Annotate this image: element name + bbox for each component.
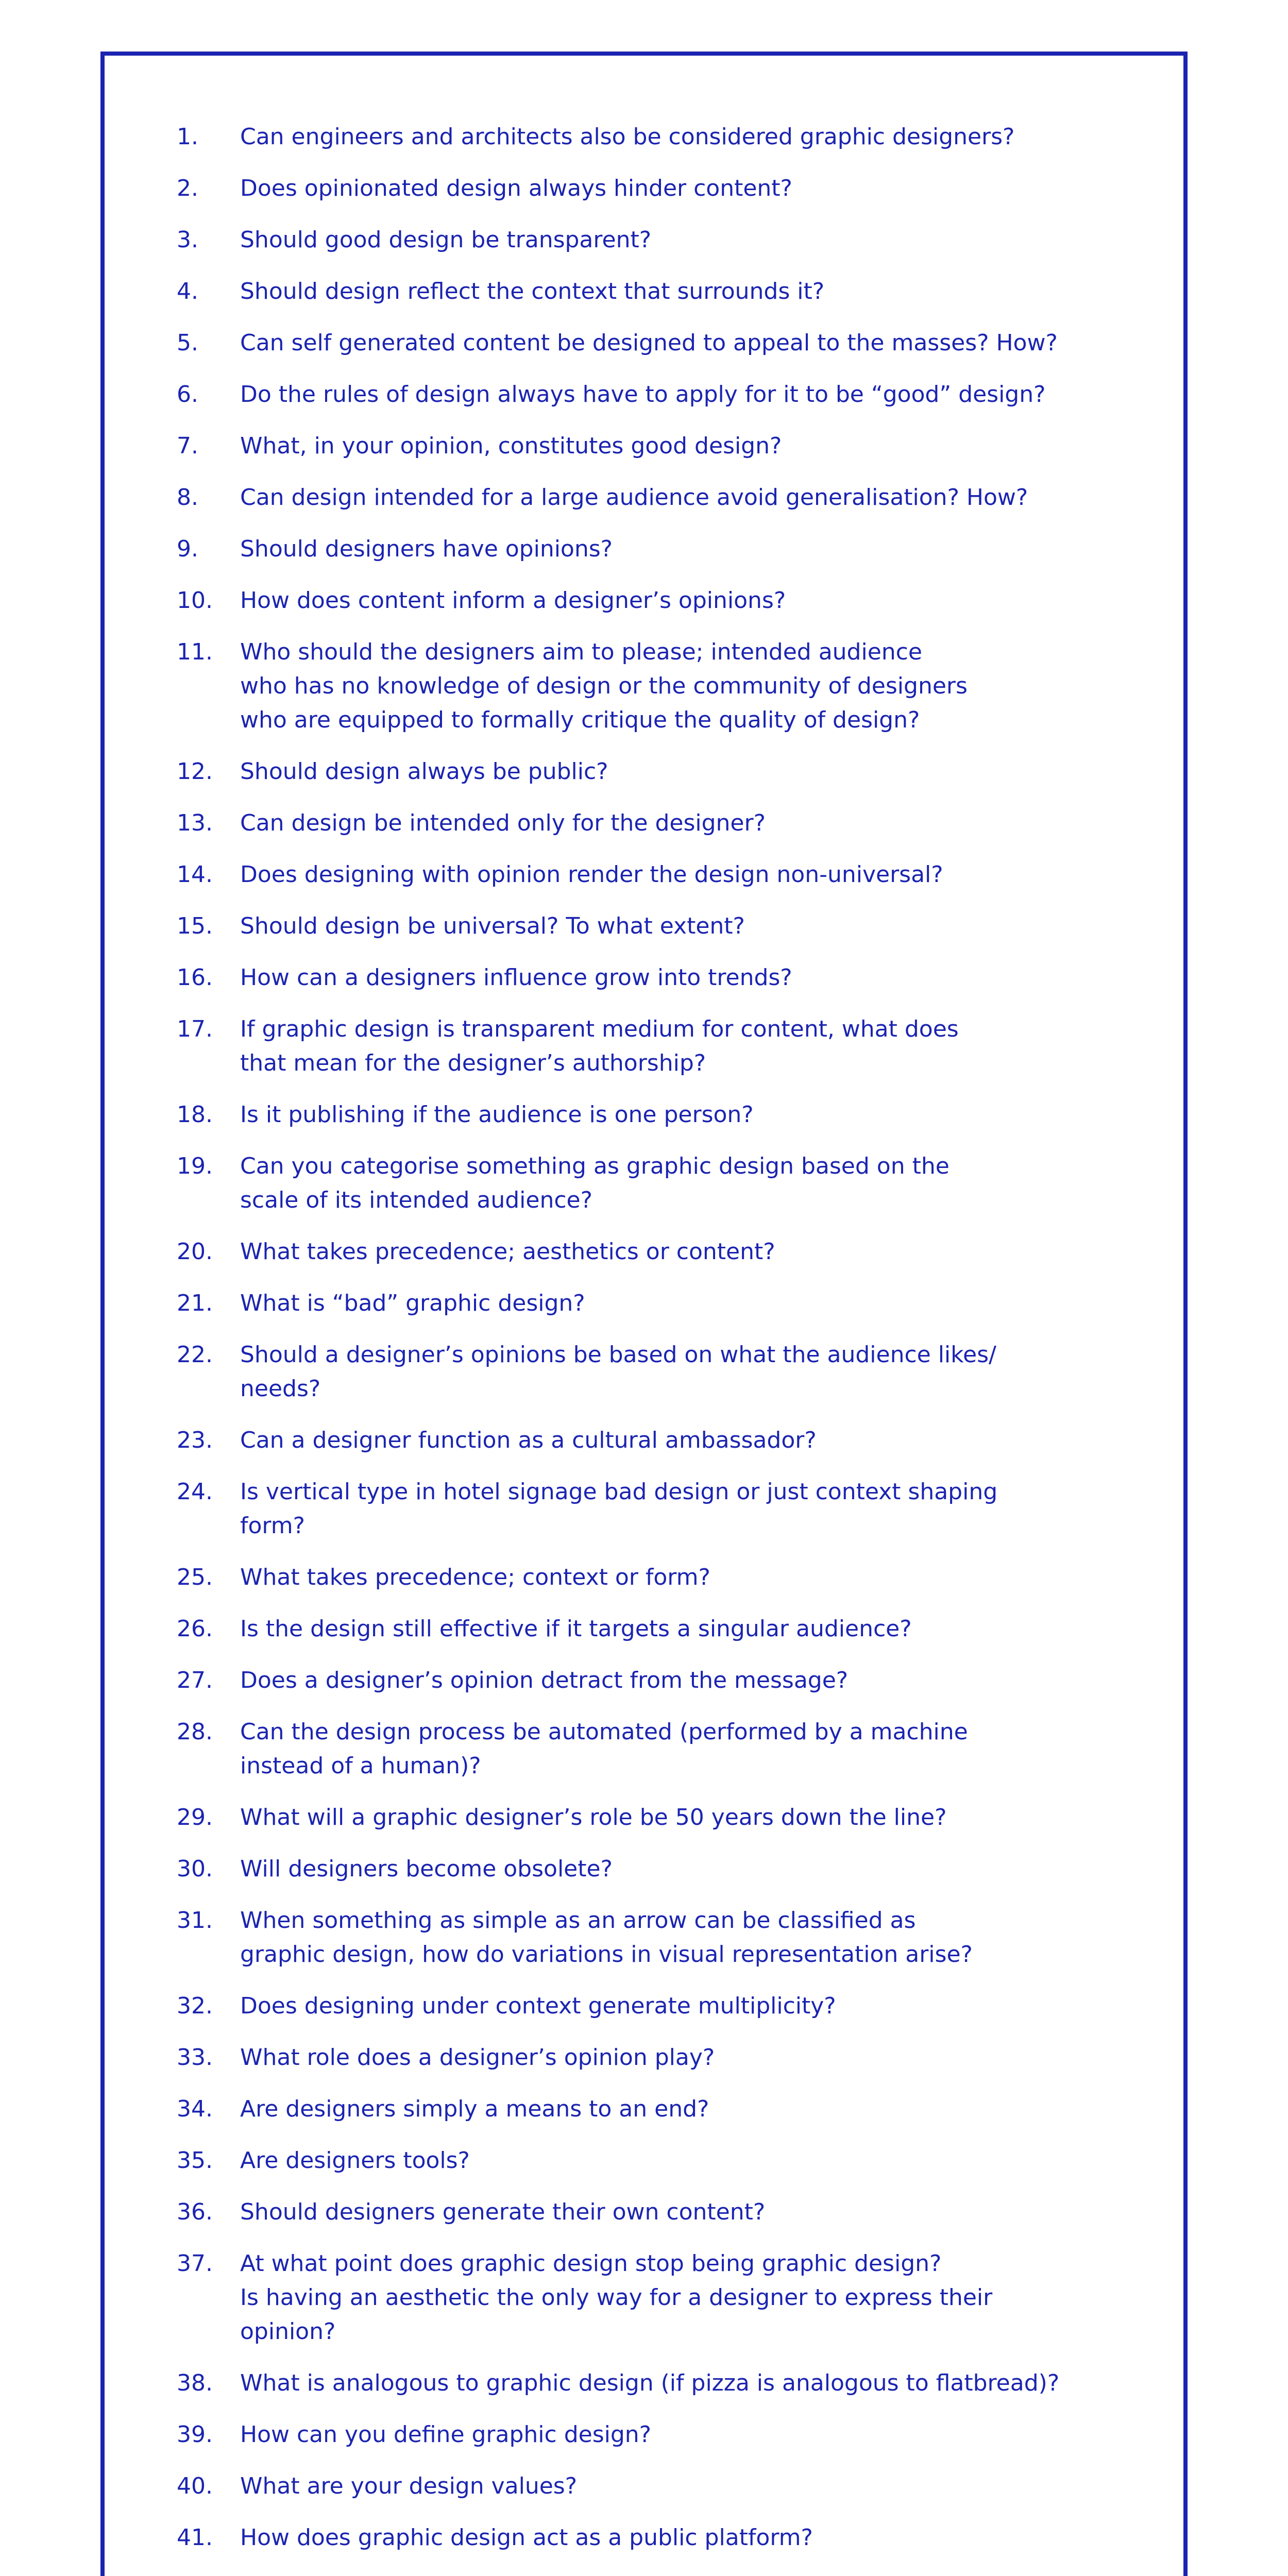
question-line: instead of a human)? [240, 1753, 481, 1779]
question-number: 22. [177, 1342, 213, 1368]
question-text [240, 481, 1162, 515]
question-number: 40. [177, 2473, 213, 2499]
question-text [240, 1715, 1162, 1783]
question-line: Does designing under context generate multiplicity? [240, 1993, 836, 2019]
question-number: 10. [177, 587, 213, 614]
question-line: Is having an aesthetic the only way for a designer to express their [240, 2284, 993, 2311]
question-number: 17. [177, 1016, 213, 1042]
question-line: What, in your opinion, constitutes good design? [240, 433, 782, 459]
question-number: 12. [177, 758, 213, 785]
question-line: Are designers simply a means to an end? [240, 2096, 709, 2122]
question-text [240, 120, 1162, 154]
question-number: 35. [177, 2147, 213, 2174]
question-number: 14. [177, 861, 213, 888]
question-text [240, 1098, 1162, 1132]
question-line: Should designers have opinions? [240, 536, 613, 562]
question-text [240, 2247, 1162, 2349]
question-number: 6. [177, 381, 198, 408]
question-line: What takes precedence; context or form? [240, 1564, 710, 1590]
question-line: scale of its intended audience? [240, 1187, 592, 1213]
question-text [240, 2366, 1162, 2400]
question-text [240, 532, 1162, 566]
question-number: 20. [177, 1239, 213, 1265]
question-line: Does opinionated design always hinder content? [240, 175, 792, 201]
question-number: 7. [177, 433, 198, 459]
question-text [240, 1012, 1162, 1080]
question-text [240, 2572, 1162, 2576]
question-text [240, 2144, 1162, 2178]
question-line: Can engineers and architects also be considered graphic designers? [240, 124, 1015, 150]
question-line: Does designing with opinion render the design non-universal? [240, 861, 943, 888]
question-line: graphic design, how do variations in visual representation arise? [240, 1941, 973, 1968]
question-number: 29. [177, 1804, 213, 1831]
question-number: 24. [177, 1479, 213, 1505]
question-text [240, 1664, 1162, 1698]
question-text [240, 429, 1162, 463]
question-text [240, 858, 1162, 892]
question-number: 27. [177, 1667, 213, 1693]
question-number: 28. [177, 1719, 213, 1745]
question-line: How can you define graphic design? [240, 2421, 652, 2448]
question-number: 18. [177, 1101, 213, 1128]
question-line: Can you categorise something as graphic design based on the [240, 1153, 950, 1179]
question-number: 2. [177, 175, 198, 201]
question-line: Who should the designers aim to please; intended audience [240, 639, 922, 665]
question-text [240, 1989, 1162, 2023]
question-line: Can self generated content be designed to appeal to the masses? How? [240, 330, 1058, 356]
question-number: 26. [177, 1616, 213, 1642]
question-line: Is the design still effective if it targets a singular audience? [240, 1616, 912, 1642]
question-text [240, 378, 1162, 412]
question-number: 13. [177, 810, 213, 836]
question-text [240, 1235, 1162, 1269]
question-line: What are your design values? [240, 2473, 578, 2499]
question-line: Can design be intended only for the designer? [240, 810, 766, 836]
question-text [240, 1286, 1162, 1320]
question-text [240, 1904, 1162, 1972]
question-number: 34. [177, 2096, 213, 2122]
question-text [240, 223, 1162, 257]
question-line: At what point does graphic design stop being graphic design? [240, 2250, 942, 2277]
question-number: 37. [177, 2250, 213, 2277]
question-number [177, 2572, 239, 2576]
question-text [240, 2092, 1162, 2126]
question-text [240, 1475, 1162, 1543]
questions-frame [100, 52, 1188, 2576]
question-text [240, 909, 1162, 943]
question-line: Will designers become obsolete? [240, 1856, 613, 1882]
question-text [240, 1852, 1162, 1886]
question-text [240, 1561, 1162, 1595]
question-line: form? [240, 1513, 305, 1539]
question-line: What role does a designer’s opinion play? [240, 2044, 715, 2071]
question-line [240, 2572, 1162, 2576]
question-text [240, 755, 1162, 789]
question-number: 1. [177, 124, 198, 150]
question-line: Can design intended for a large audience avoid generalisation? How? [240, 484, 1028, 511]
question-text [240, 1338, 1162, 1406]
question-line: Can the design process be automated (performed by a machine [240, 1719, 968, 1745]
question-text [240, 2041, 1162, 2075]
question-text [240, 1801, 1162, 1835]
question-line: Should design reflect the context that surrounds it? [240, 278, 825, 304]
question-line: Does a designer’s opinion detract from the message? [240, 1667, 849, 1693]
question-line: What is analogous to graphic design (if pizza is analogous to flatbread)? [240, 2370, 1060, 2396]
question-number: 41. [177, 2524, 213, 2551]
question-number: 23. [177, 1427, 213, 1453]
question-line: Should design always be public? [240, 758, 608, 785]
question-number: 5. [177, 330, 198, 356]
question-number: 4. [177, 278, 198, 304]
question-number: 31. [177, 1907, 213, 1934]
question-number: 39. [177, 2421, 213, 2448]
question-number: 25. [177, 1564, 213, 1590]
question-line: Is it publishing if the audience is one person? [240, 1101, 754, 1128]
question-number: 38. [177, 2370, 213, 2396]
question-line: opinion? [240, 2318, 336, 2345]
question-text [240, 275, 1162, 309]
question-line: who are equipped to formally critique the quality of design? [240, 707, 920, 733]
question-line: who has no knowledge of design or the community of designers [240, 673, 968, 699]
question-text [240, 1149, 1162, 1217]
question-line: What is “bad” graphic design? [240, 1290, 585, 1316]
question-line: Is vertical type in hotel signage bad design or just context shaping [240, 1479, 998, 1505]
question-number: 16. [177, 964, 213, 991]
question-line: How does graphic design act as a public platform? [240, 2524, 813, 2551]
question-line: How can a designers influence grow into trends? [240, 964, 792, 991]
question-number: 15. [177, 913, 213, 939]
question-number: 36. [177, 2199, 213, 2225]
question-line: Should a designer’s opinions be based on what the audience likes/ [240, 1342, 996, 1368]
question-line: that mean for the designer’s authorship? [240, 1050, 706, 1076]
question-line: Do the rules of design always have to apply for it to be “good” design? [240, 381, 1046, 408]
question-text [240, 172, 1162, 206]
question-text [240, 2469, 1162, 2503]
question-line: How does content inform a designer’s opinions? [240, 587, 786, 614]
question-text [240, 635, 1162, 737]
question-line: needs? [240, 1376, 321, 1402]
question-text [240, 1423, 1162, 1458]
question-number: 3. [177, 227, 198, 253]
question-text [240, 326, 1162, 360]
question-text [240, 584, 1162, 618]
question-number: 8. [177, 484, 198, 511]
question-text [240, 2521, 1162, 2555]
question-line: What will a graphic designer’s role be 50 years down the line? [240, 1804, 947, 1831]
question-line: When something as simple as an arrow can be classified as [240, 1907, 916, 1934]
question-number: 9. [177, 536, 198, 562]
question-number: 30. [177, 1856, 213, 1882]
question-number: 32. [177, 1993, 213, 2019]
questions-list [105, 56, 1183, 2576]
question-line: Should good design be transparent? [240, 227, 652, 253]
question-number: 11. [177, 639, 213, 665]
question-line: Should designers generate their own content? [240, 2199, 766, 2225]
question-number: 33. [177, 2044, 213, 2071]
question-text [240, 961, 1162, 995]
question-line: What takes precedence; aesthetics or content? [240, 1239, 775, 1265]
question-text [240, 2195, 1162, 2229]
question-text [240, 2418, 1162, 2452]
question-text [240, 1612, 1162, 1646]
question-line: Should design be universal? To what extent? [240, 913, 745, 939]
question-line: If graphic design is transparent medium for content, what does [240, 1016, 959, 1042]
question-number: 21. [177, 1290, 213, 1316]
question-line: Can a designer function as a cultural ambassador? [240, 1427, 817, 1453]
question-text [240, 806, 1162, 840]
question-number: 19. [177, 1153, 213, 1179]
question-line: Are designers tools? [240, 2147, 470, 2174]
